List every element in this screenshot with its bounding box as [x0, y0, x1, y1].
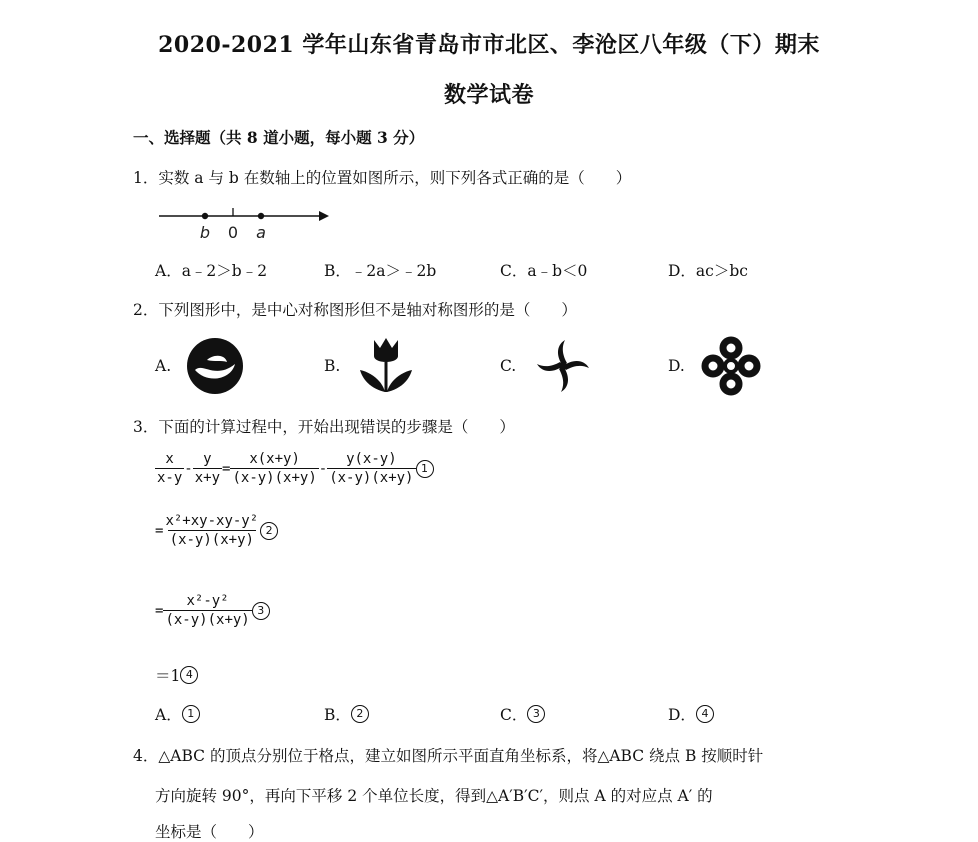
fraction: $\frac{x(x+y)}{(x-y)(x+y)}$ — [232, 451, 317, 486]
q1-stem: 1．实数 a 与 b 在数轴上的位置如图所示，则下列各式正确的是（ ） — [133, 169, 632, 187]
q4-line1: 4．△ABC 的顶点分别位于格点，建立如图所示平面直角坐标系，将△ABC 绕点 B 按顺时针 — [133, 747, 764, 765]
q3-step1: $\frac{x}{x-y}$ - $\frac{y}{x+y}$ = $\frac{x(x+y)}{(x-y)(x+y)}$ - $\frac{y(x-y)}{(x-y)(x+y)}$ 1 — [155, 450, 434, 487]
q3-option-b: B． 2 — [324, 703, 369, 725]
tulip-figure-icon — [356, 334, 416, 394]
q3-stem: 3．下面的计算过程中，开始出现错误的步骤是（ ） — [133, 418, 515, 436]
q1-option-d: D．ac＞bc — [668, 262, 748, 280]
yin-yang-figure-icon — [185, 336, 245, 396]
number-line-figure — [155, 200, 335, 244]
fraction: $\frac{y}{x+y}$ — [194, 451, 221, 486]
step-marker: 1 — [416, 460, 434, 478]
q2-option-c: C. — [500, 357, 517, 375]
q3-step3: = $\frac{\text{x²-y²}}{(x-y)(x+y)}$ 3 — [155, 592, 270, 629]
q4-line2: 方向旋转 90°，再向下平移 2 个单位长度，得到△A′B′C′，则点 A 的对应点 A′ 的 — [155, 787, 713, 805]
q3-step2: = $\frac{\text{x²+xy-xy-y²}}{(x-y)(x+y)}$ 2 — [155, 512, 278, 549]
section-heading: 一、选择题（共 8 道小题，每小题 3 分） — [133, 128, 425, 147]
fraction: $\frac{\text{x²+xy-xy-y²}}{(x-y)(x+y)}$ — [165, 513, 259, 548]
arrow-head-icon — [319, 211, 329, 221]
four-rings-figure-icon — [701, 336, 761, 396]
q3-step4: ＝1 4 — [155, 664, 198, 686]
pinwheel-figure-icon — [533, 336, 593, 396]
step-marker: 4 — [180, 666, 198, 684]
point-a — [258, 213, 264, 219]
step-marker: 2 — [260, 522, 278, 540]
q3-option-d: D． 4 — [668, 703, 714, 725]
fraction: $\frac{y(x-y)}{(x-y)(x+y)}$ — [329, 451, 414, 486]
axis-label-0: 0 — [227, 223, 239, 242]
axis-label-b: b — [199, 223, 211, 242]
q2-option-d: D. — [668, 357, 685, 375]
q3-option-c: C． 3 — [500, 703, 545, 725]
q1-option-c: C．a﹣b＜0 — [500, 262, 588, 280]
q2-option-b: B. — [324, 357, 341, 375]
page-title-line1: 2020-2021 学年山东省青岛市市北区、李沧区八年级（下）期末 — [158, 32, 820, 58]
page-title-line2: 数学试卷 — [443, 82, 534, 108]
q2-option-a: A. — [155, 357, 172, 375]
point-b — [202, 213, 208, 219]
q4-line3: 坐标是（ ） — [155, 823, 264, 841]
fraction: $\frac{x}{x-y}$ — [157, 451, 183, 486]
q1-option-b: B．﹣2a＞﹣2b — [324, 262, 437, 280]
q3-option-a: A． 1 — [155, 703, 200, 725]
q2-stem: 2．下列图形中，是中心对称图形但不是轴对称图形的是（ ） — [133, 301, 577, 319]
q1-option-a: A．a﹣2＞b﹣2 — [155, 262, 268, 280]
fraction: $\frac{\text{x²-y²}}{(x-y)(x+y)}$ — [165, 593, 250, 628]
step-marker: 3 — [252, 602, 270, 620]
axis-label-a: a — [256, 223, 266, 242]
